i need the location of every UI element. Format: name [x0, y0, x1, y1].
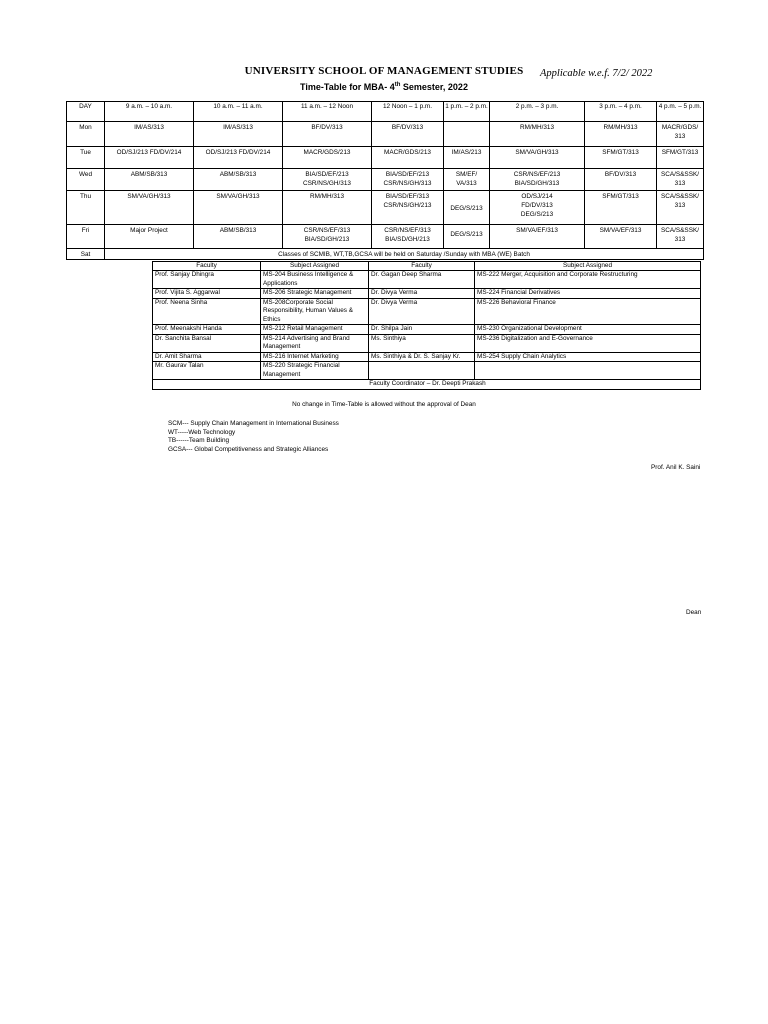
abbreviation-item: TB------Team Building [168, 437, 230, 444]
slot-cell: IM/AS/313 [194, 122, 283, 147]
slot-cell: SFM/GT/313 [657, 147, 704, 169]
slot-cell: ABM/SB/313 [105, 169, 194, 191]
slot-line: BIA/SD/EF/213 [305, 171, 349, 178]
slot-cell: RM/MH/313 [490, 122, 585, 147]
applicable-date: Applicable w.e.f. 7/2/ 2022 [540, 68, 653, 79]
faculty-name: Dr. Shilpa Jain [369, 325, 475, 335]
slot-cell: MACR/GDS/213 [372, 147, 444, 169]
faculty-coordinator: Faculty Coordinator – Dr. Deepti Prakash [153, 380, 701, 390]
slot-cell [657, 225, 704, 249]
faculty-row [153, 325, 701, 335]
slot-line: 313 [674, 180, 686, 187]
header-cell: 12 Noon – 1 p.m. [372, 102, 444, 122]
slot-cell: Major Project [105, 225, 194, 249]
header-cell: 3 p.m. – 4 p.m. [585, 102, 657, 122]
subtitle-rest: Semester, 2022 [400, 82, 468, 92]
abbreviations-list [168, 420, 339, 454]
faculty-table [152, 261, 701, 390]
slot-line: SCA/S&SSK/ [660, 193, 699, 200]
faculty-name: Ms. Sinthiya & Dr. S. Sanjay Kr. [369, 352, 475, 362]
slot-cell: SM/VA/EF/313 [585, 225, 657, 249]
faculty-name: Prof. Vijita S. Aggarwal [153, 289, 261, 299]
slot-line: BIA/SD/GH/213 [385, 236, 430, 243]
slot-cell: RM/MH/313 [585, 122, 657, 147]
faculty-name: Dr. Gagan Deep Sharma [369, 271, 475, 289]
slot-cell: SM/VA/GH/313 [194, 191, 283, 225]
signature-dean: Dean [686, 609, 702, 616]
abbreviation-item: GCSA--- Global Competitiveness and Strategic Alliances [168, 445, 329, 453]
slot-cell [657, 191, 704, 225]
faculty-row [153, 271, 701, 289]
slot-line: CSR/NS/EF/213 [513, 171, 561, 178]
slot-cell: RM/MH/313 [283, 191, 372, 225]
slot-line: DEG/S/213 [450, 205, 483, 212]
saturday-note: Classes of SCMIB, WT,TB,GCSA will be held on Saturday /Sunday with MBA (WE) Batch [105, 249, 704, 260]
slot-cell [444, 122, 490, 147]
slot-line: DEG/S/213 [520, 211, 554, 218]
abbreviation-item: WT-----Web Technology [168, 428, 236, 436]
slot-cell [283, 225, 372, 249]
slot-cell: SM/VA/EF/313 [490, 225, 585, 249]
subject-assigned: MS-212 Retail Management [261, 325, 369, 335]
header-cell: Faculty [153, 262, 261, 271]
subject-assigned: MS-254 Supply Chain Analytics [475, 352, 701, 362]
slot-cell: SM/VA/GH/313 [490, 147, 585, 169]
day-cell: Thu [67, 191, 105, 225]
header-cell: Faculty [369, 262, 475, 271]
slot-cell [444, 225, 490, 249]
subject-assigned: MS-226 Behavioral Finance [475, 298, 701, 325]
timetable-header-row [67, 102, 704, 122]
timetable-row-sat [67, 249, 704, 260]
faculty-name: Ms. Sinthiya [369, 334, 475, 352]
subject-assigned: MS-216 Internet Marketing [261, 352, 369, 362]
faculty-name: Mr. Gaurav Talan [153, 362, 261, 380]
faculty-row [153, 298, 701, 325]
faculty-row [153, 362, 701, 380]
slot-line: BIA/SD/GH/213 [304, 236, 350, 243]
slot-cell: SM/VA/GH/313 [105, 191, 194, 225]
subject-assigned: MS-236 Digitalization and E-Governance [475, 334, 701, 352]
subject-assigned: MS-224 Financial Derivatives [475, 289, 701, 299]
slot-cell [283, 169, 372, 191]
document-title: UNIVERSITY SCHOOL OF MANAGEMENT STUDIES [244, 65, 524, 77]
faculty-name: Dr. Amit Sharma [153, 352, 261, 362]
faculty-header-row [153, 262, 701, 271]
faculty-row [153, 334, 701, 352]
faculty-name: Dr. Divya Verma [369, 298, 475, 325]
slot-line: FD/DV/313 [521, 202, 553, 209]
slot-cell [444, 169, 490, 191]
slot-line: SCA/S&SSK/ [660, 171, 699, 178]
slot-cell: ABM/SB/313 [194, 225, 283, 249]
slot-cell: BF/DV/313 [585, 169, 657, 191]
slot-cell: MACR/GDS/213 [283, 147, 372, 169]
timetable-row-mon [67, 122, 704, 147]
slot-line: CSR/NS/EF/313 [384, 227, 431, 234]
slot-line: OD/SJ/214 [521, 193, 553, 200]
slot-cell [372, 169, 444, 191]
slot-cell: SFM/GT/313 [585, 191, 657, 225]
slot-line: BIA/SD/EF/313 [385, 193, 430, 200]
subject-assigned: MS-222 Merger, Acquisition and Corporate Restructuring [475, 271, 701, 289]
header-cell: 1 p.m. – 2 p.m. [444, 102, 490, 122]
subtitle-main: Time-Table for MBA- 4 [300, 82, 395, 92]
faculty-name: Prof. Sanjay Dhingra [153, 271, 261, 289]
slot-cell: MACR/GDS/ 313 [657, 122, 704, 147]
subject-assigned: MS-230 Organizational Development [475, 325, 701, 335]
slot-line: BIA/SD/GH/313 [514, 180, 560, 187]
subject-assigned [475, 362, 701, 380]
subject-assigned: MS-204 Business Intelligence & Applications [261, 271, 369, 289]
header-cell: 2 p.m. – 3 p.m. [490, 102, 585, 122]
slot-cell: IM/AS/213 [444, 147, 490, 169]
day-cell: Sat [67, 249, 105, 260]
slot-line: SM/EF/ [455, 171, 478, 178]
slot-cell: BF/DV/313 [372, 122, 444, 147]
slot-line: CSR/NS/GH/313 [383, 180, 432, 187]
slot-line: BIA/SD/EF/213 [385, 171, 430, 178]
slot-line: SCA/S&SSK/ [660, 227, 699, 234]
slot-cell [657, 169, 704, 191]
slot-cell: ABM/SB/313 [194, 169, 283, 191]
approval-note: No change in Time-Table is allowed without the approval of Dean [292, 401, 476, 408]
abbreviation-item: SCM--- Supply Chain Management in International Business [168, 420, 339, 427]
header-cell: 9 a.m. – 10 a.m. [105, 102, 194, 122]
slot-line: CSR/NS/GH/213 [383, 202, 432, 209]
coordinator-row [153, 380, 701, 390]
slot-cell [444, 191, 490, 225]
document-subtitle [0, 82, 768, 92]
header-cell: 10 a.m. – 11 a.m. [194, 102, 283, 122]
day-cell: Tue [67, 147, 105, 169]
header-cell: 11 a.m. – 12 Noon [283, 102, 372, 122]
timetable [66, 101, 704, 260]
header-cell: 4 p.m. – 5 p.m. [657, 102, 704, 122]
timetable-row-thu [67, 191, 704, 225]
subject-assigned: MS-214 Advertising and Brand Management [261, 334, 369, 352]
faculty-name: Dr. Sanchita Bansal [153, 334, 261, 352]
faculty-name: Prof. Neena Sinha [153, 298, 261, 325]
faculty-row [153, 352, 701, 362]
timetable-row-tue [67, 147, 704, 169]
signature-professor: Prof. Anil K. Saini [651, 464, 701, 471]
slot-line: 313 [674, 236, 686, 243]
faculty-row [153, 289, 701, 299]
day-cell: Mon [67, 122, 105, 147]
slot-line: 313 [674, 202, 686, 209]
slot-line: DEG/S/213 [450, 231, 483, 238]
slot-cell: BF/DV/313 [283, 122, 372, 147]
slot-cell [372, 225, 444, 249]
timetable-row-wed [67, 169, 704, 191]
subject-assigned: MS-208Corporate Social Responsibility, Human Values & Ethics [261, 298, 369, 325]
slot-line: CSR/NS/GH/313 [303, 180, 351, 187]
slot-line: VA/313 [456, 180, 477, 187]
timetable-row-fri [67, 225, 704, 249]
slot-cell [490, 169, 585, 191]
header-cell: DAY [67, 102, 105, 122]
header-cell: Subject Assigned [261, 262, 369, 271]
subject-assigned: MS-220 Strategic Financial Management [261, 362, 369, 380]
subject-assigned: MS-206 Strategic Management [261, 289, 369, 299]
slot-cell: IM/AS/313 [105, 122, 194, 147]
slot-cell: OD/SJ/213 FD/DV/214 [105, 147, 194, 169]
day-cell: Wed [67, 169, 105, 191]
faculty-name: Prof. Meenakshi Handa [153, 325, 261, 335]
slot-cell: SFM/GT/313 [585, 147, 657, 169]
slot-cell: OD/SJ/213 FD/DV/214 [194, 147, 283, 169]
slot-line: CSR/NS/EF/313 [303, 227, 351, 234]
header-cell: Subject Assigned [475, 262, 701, 271]
slot-cell [490, 191, 585, 225]
subtitle-superscript: th [394, 82, 401, 88]
slot-cell [372, 191, 444, 225]
faculty-name [369, 362, 475, 380]
faculty-name: Dr. Divya Verma [369, 289, 475, 299]
day-cell: Fri [67, 225, 105, 249]
